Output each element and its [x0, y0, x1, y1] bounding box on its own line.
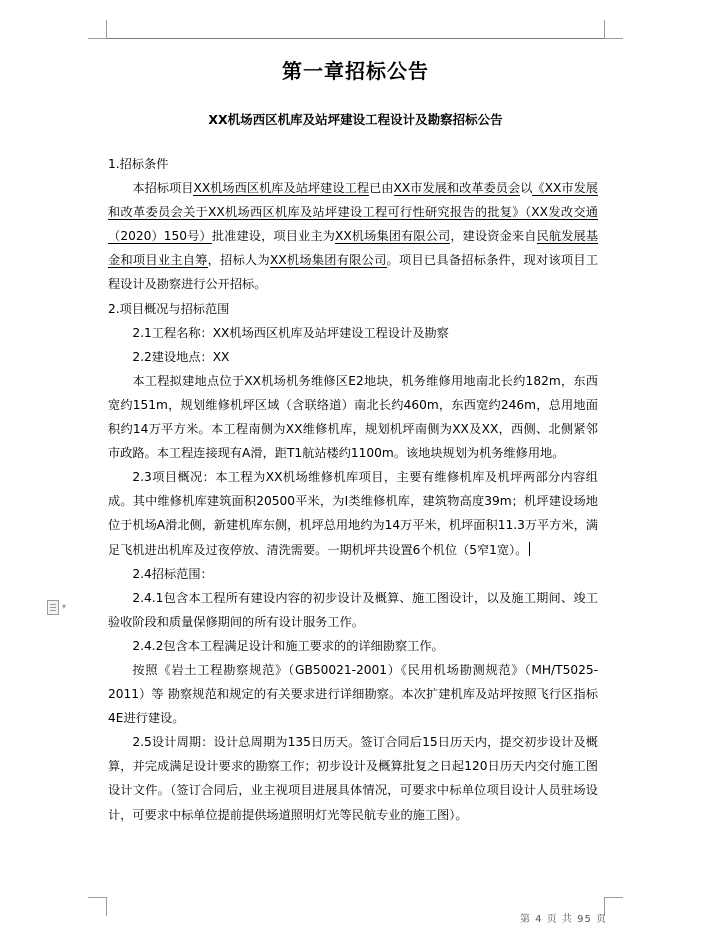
chapter-title: 第一章招标公告 — [282, 59, 429, 83]
header-rule — [107, 38, 604, 39]
paragraph-text: 按照《岩土工程勘察规范》（GB50021-2001）《民用机场勘测规范》（MH/T5025-2011）等 勘察规范和规定的有关要求进行详细勘察。本次扩建机库及站坪按照飞行区指标4E进行建设。 — [108, 662, 598, 726]
announcement-title: XX机场西区机库及站坪建设工程设计及勘察招标公告 — [208, 112, 503, 127]
chevron-down-icon: ▾ — [62, 602, 67, 611]
paragraph — [108, 321, 598, 345]
page-sheet-icon — [47, 600, 59, 615]
underlined-text: XX机场西区机库及站坪建设工程 — [193, 181, 370, 196]
paragraph-text: 2.5设计周期：设计总周期为135日历天。签订合同后15日历天内，提交初步设计及概算，并完成满足设计要求的勘察工作；初步设计及概算批复之日起120日历天内交付施工图设计文件。（签订合同后，业主视项目进展具体情况，可要求中标单位项目设计人员驻场设计，可要求中标单位提前提供场道照明灯光等民航专业的施工图）。 — [108, 735, 598, 822]
text-run: 。项目已具备招标条件，现对该项目工程设计及勘察进行公开招标。 — [108, 253, 599, 292]
text-run: ，建设资金来自 — [450, 229, 537, 244]
paragraph — [108, 176, 598, 296]
underlined-text: XX机场集团有限公司 — [334, 229, 451, 244]
paragraph-text: 2.1工程名称：XX机场西区机库及站坪建设工程设计及勘察 — [132, 325, 449, 340]
text-run: 本招标项目 — [132, 181, 194, 196]
document-icon[interactable] — [47, 600, 71, 614]
paragraph — [108, 369, 598, 465]
paragraph-text: 2.项目概况与招标范围 — [108, 301, 230, 316]
paragraph-text: 1.招标条件 — [108, 157, 169, 171]
paragraph — [108, 345, 598, 369]
paragraph — [108, 658, 598, 730]
text-run: 批准建设，项目业主为 — [211, 229, 335, 244]
paragraph — [108, 562, 598, 586]
section-heading — [108, 297, 598, 321]
paragraph — [108, 634, 598, 658]
section-heading — [108, 152, 598, 176]
paragraph — [108, 465, 598, 561]
crop-mark-top-left — [88, 20, 107, 39]
paragraph-text: 2.4.1包含本工程所有建设内容的初步设计及概算、施工图设计，以及施工期间、竣工验收阶段和质量保修期间的所有设计服务工作。 — [108, 590, 598, 629]
text-run: 已由 — [369, 181, 394, 196]
paragraph-text: 2.2建设地点：XX — [132, 349, 230, 364]
crop-mark-top-right — [604, 20, 623, 39]
paragraph-text: 2.4招标范围： — [132, 566, 213, 581]
text-cursor — [529, 542, 530, 556]
underlined-text: XX市发展和改革委员会 — [393, 181, 521, 196]
document-body[interactable] — [108, 152, 598, 827]
underlined-text: 民航发展基金和项目业主自筹 — [108, 229, 599, 268]
text-run: ，招标人为 — [207, 253, 270, 268]
text-run: 以 — [520, 181, 533, 196]
underlined-text: XX机场集团有限公司 — [269, 253, 387, 268]
paragraph — [108, 586, 598, 634]
page-number-footer: 第 4 页 共 95 页 — [520, 914, 607, 925]
paragraph-text: 本工程拟建地点位于XX机场机务维修区E2地块，机务维修用地南北长约182m，东西宽约151m，规划维修机坪区域（含联络道）南北长约460m，东西宽约246m，总用地面积约14万平方米。本工程南侧为XX维修机库，规划机坪南侧为XX及XX，西侧、北侧紧邻市政路。本工程连接现有A滑，距T1航站楼约1100m。该地块规划为机务维修用地。 — [108, 373, 598, 461]
paragraph-text: 2.4.2包含本工程满足设计和施工要求的的详细勘察工作。 — [132, 638, 444, 653]
crop-mark-bottom-left — [88, 897, 107, 916]
paragraph — [108, 730, 598, 826]
paragraph-text: 2.3项目概况：本工程为XX机场维修机库项目，主要有维修机库及机坪两部分内容组成。其中维修机库建筑面积20500平米，为Ⅰ类维修机库，建筑物高度39m；机坪建设场地位于机场A滑北侧，新建机库东侧，机坪总用地约为14万平米，机坪面积11.3万平方米，满足飞机进出机库及过夜停放、清洗需要。一期机坪共设置6个机位（5窄1宽）。 — [108, 470, 598, 557]
underlined-text: 《XX市发展和改革委员会关于XX机场西区机库及站坪建设工程可行性研究报告的批复》（XX发改交通（2020）150号） — [108, 181, 598, 244]
